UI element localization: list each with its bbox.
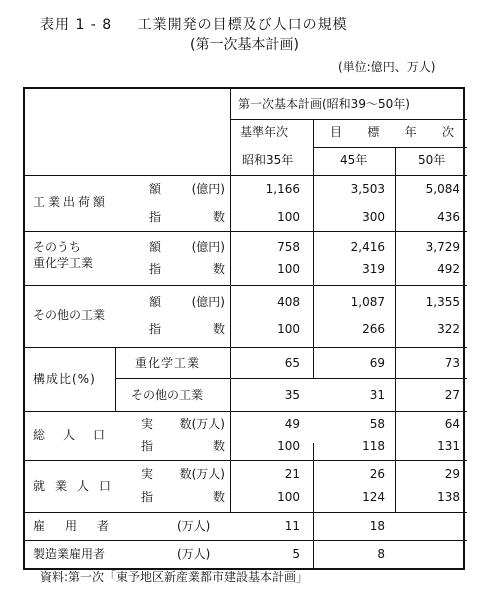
row-divider-3 [25, 347, 467, 348]
col-divider-base [313, 119, 314, 379]
group-label-heavy-line2: 重化学工業 [33, 256, 94, 270]
cell-value: 118 [362, 439, 385, 453]
cell-value: 124 [362, 490, 385, 504]
table-main-title: 工業開発の目標及び人口の規模 [137, 17, 348, 33]
row-divider-5 [25, 460, 467, 461]
header-year-50: 50年 [418, 153, 446, 167]
cell-value: 3,503 [350, 182, 385, 196]
cell-value: 64 [444, 417, 460, 431]
row-label-index: 指 数 [141, 490, 225, 504]
cell-value: 3,729 [425, 240, 460, 254]
table-subtitle: (第一次基本計画) [190, 37, 299, 53]
header-plan: 第一次基本計画(昭和39～50年) [238, 97, 410, 111]
cell-value: 49 [284, 417, 300, 431]
group-label-shipments: 工業出荷額 [33, 195, 109, 209]
header-target-year: 目 標 年 次 [330, 125, 454, 139]
cell-value: 100 [277, 322, 300, 336]
cell-value: 29 [444, 467, 460, 481]
row-label-unit: (万人) [177, 547, 211, 561]
row-divider-6 [25, 512, 467, 513]
group-label-employees: 雇用者 [33, 519, 130, 533]
row-divider-header [25, 175, 467, 176]
cell-value: 11 [284, 519, 300, 533]
col-divider-base-lower [313, 443, 314, 568]
row-label-index: 指 数 [141, 439, 225, 453]
row-label-actual: 実 数(万人) [141, 467, 225, 481]
cell-value: 131 [437, 439, 460, 453]
cell-value: 138 [437, 490, 460, 504]
row-divider-plan [230, 119, 467, 120]
table-number: 表用 1 - 8 [40, 17, 113, 33]
row-label-index: 指 数 [149, 210, 225, 224]
cell-value: 1,355 [425, 295, 460, 309]
cell-value: 758 [277, 240, 300, 254]
row-label-index: 指 数 [149, 322, 225, 336]
cell-value: 300 [362, 210, 385, 224]
row-divider-7 [25, 540, 467, 541]
cell-value: 21 [284, 467, 300, 481]
row-label-actual: 実 数(万人) [141, 417, 225, 431]
group-label-population: 総人口 [33, 428, 124, 442]
cell-value: 266 [362, 322, 385, 336]
cell-value: 5 [292, 547, 300, 561]
header-year-base: 昭和35年 [242, 153, 294, 167]
cell-value: 100 [277, 490, 300, 504]
cell-value: 27 [444, 388, 460, 402]
data-table [23, 87, 465, 570]
cell-value: 8 [377, 547, 385, 561]
cell-value: 69 [369, 356, 385, 370]
cell-value: 1,166 [265, 182, 300, 196]
group-label-heavy-line1: そのうち [33, 240, 82, 254]
group-label-mfg-employees: 製造業雇用者 [33, 547, 106, 561]
col-divider-label [230, 89, 231, 512]
cell-value: 2,416 [350, 240, 385, 254]
cell-value: 100 [277, 262, 300, 276]
cell-value: 26 [369, 467, 385, 481]
row-label-unit: (万人) [177, 519, 211, 533]
cell-value: 319 [362, 262, 385, 276]
cell-value: 58 [369, 417, 385, 431]
table-title [40, 14, 348, 34]
cell-value: 65 [284, 356, 300, 370]
row-divider-1 [25, 231, 467, 232]
cell-value: 492 [437, 262, 460, 276]
group-label-other: その他の工業 [33, 308, 106, 322]
col-divider-45-lower [395, 443, 396, 512]
row-label-index: 指 数 [149, 262, 225, 276]
unit-note: (単位:億円、万人) [338, 60, 436, 74]
group-label-ratio: 構成比(%) [33, 372, 96, 386]
cell-value: 31 [369, 388, 385, 402]
cell-value: 5,084 [425, 182, 460, 196]
cell-value: 408 [277, 295, 300, 309]
header-base-year: 基準年次 [240, 125, 289, 139]
col-divider-ratio [115, 347, 116, 411]
cell-value: 322 [437, 322, 460, 336]
header-year-45: 45年 [340, 153, 368, 167]
cell-value: 73 [444, 356, 460, 370]
row-divider-ratio [115, 378, 467, 379]
row-divider-target [313, 147, 467, 148]
source-note: 資料:第一次「東予地区新産業都市建設基本計画」 [40, 570, 309, 584]
cell-value: 100 [277, 210, 300, 224]
row-divider-4 [25, 411, 467, 412]
row-label-amount: 額 (億円) [149, 240, 225, 254]
cell-value: 436 [437, 210, 460, 224]
row-divider-2 [25, 285, 467, 286]
col-divider-45 [395, 147, 396, 443]
row-label-heavy: 重化学工業 [135, 356, 201, 370]
cell-value: 1,087 [350, 295, 385, 309]
cell-value: 35 [284, 388, 300, 402]
row-label-other: その他の工業 [131, 388, 204, 402]
cell-value: 100 [277, 439, 300, 453]
row-label-amount: 額 (億円) [149, 182, 225, 196]
cell-value: 18 [369, 519, 385, 533]
row-label-amount: 額 (億円) [149, 295, 225, 309]
group-label-employed: 就業人口 [33, 479, 122, 493]
